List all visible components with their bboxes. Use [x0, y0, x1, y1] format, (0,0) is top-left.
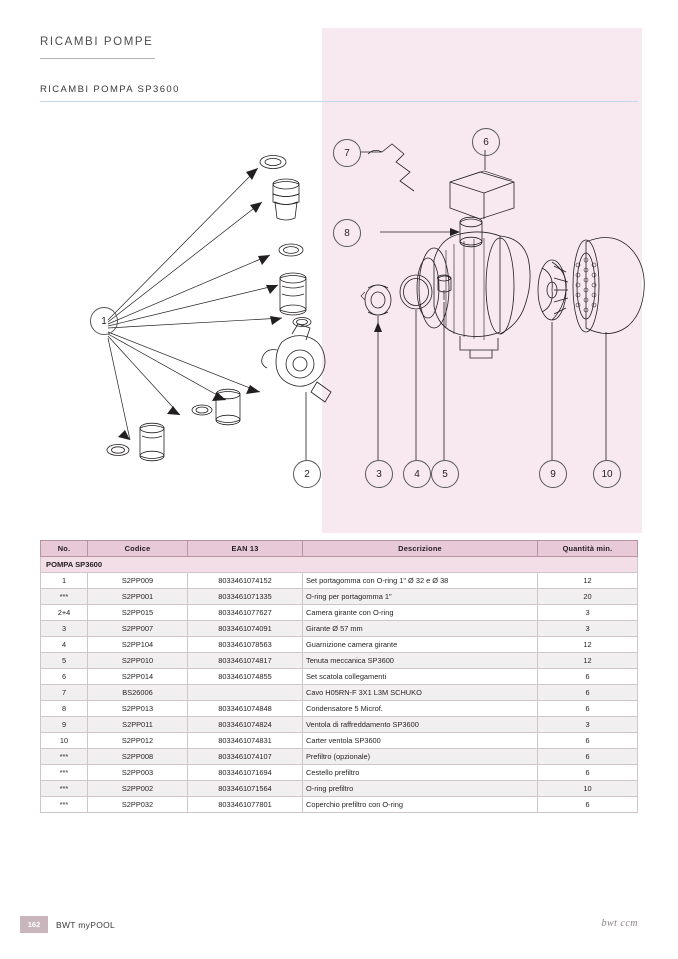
table-row — [41, 701, 638, 717]
footer-brand: BWT myPOOL — [56, 920, 116, 930]
cell-no: 1 — [41, 573, 88, 589]
table-row — [41, 765, 638, 781]
cell-qty: 6 — [538, 685, 638, 701]
cell-ean: 8033461074817 — [188, 653, 303, 669]
parts-table-container — [40, 540, 638, 813]
cell-descrizione: Guarnizione camera girante — [303, 637, 538, 653]
table-row — [41, 797, 638, 813]
cell-qty: 6 — [538, 797, 638, 813]
cell-ean: 8033461071335 — [188, 589, 303, 605]
cell-no: *** — [41, 589, 88, 605]
cell-qty: 6 — [538, 733, 638, 749]
cell-codice: S2PP104 — [88, 637, 188, 653]
cell-qty: 3 — [538, 605, 638, 621]
cell-qty: 3 — [538, 717, 638, 733]
cell-codice: S2PP009 — [88, 573, 188, 589]
cell-ean: 8033461074107 — [188, 749, 303, 765]
header-divider — [40, 58, 155, 59]
table-row — [41, 653, 638, 669]
cell-qty: 12 — [538, 573, 638, 589]
table-group-row — [41, 557, 638, 573]
table-row — [41, 733, 638, 749]
cell-descrizione: Condensatore 5 Microf. — [303, 701, 538, 717]
cell-codice: S2PP014 — [88, 669, 188, 685]
cell-descrizione: Cavo H05RN-F 3X1 L3M SCHUKO — [303, 685, 538, 701]
cell-descrizione: Girante Ø 57 mm — [303, 621, 538, 637]
cell-qty: 10 — [538, 781, 638, 797]
cell-codice: BS26006 — [88, 685, 188, 701]
cell-descrizione: O-ring per portagomma 1" — [303, 589, 538, 605]
cell-codice: S2PP003 — [88, 765, 188, 781]
cell-qty: 6 — [538, 669, 638, 685]
exploded-parts-diagram — [30, 110, 650, 530]
cell-no: *** — [41, 797, 88, 813]
cell-descrizione: Coperchio prefiltro con O-ring — [303, 797, 538, 813]
parts-table — [40, 540, 638, 813]
cell-qty: 12 — [538, 637, 638, 653]
cell-no: 3 — [41, 621, 88, 637]
callout-5: 5 — [431, 460, 459, 488]
cell-no: *** — [41, 781, 88, 797]
callout-3: 3 — [365, 460, 393, 488]
section-title: RICAMBI POMPA SP3600 — [40, 84, 180, 95]
table-row — [41, 685, 638, 701]
section-divider — [40, 101, 638, 102]
cell-qty: 6 — [538, 701, 638, 717]
cell-qty: 6 — [538, 749, 638, 765]
cell-descrizione: Set scatola collegamenti — [303, 669, 538, 685]
cell-codice: S2PP011 — [88, 717, 188, 733]
table-row — [41, 605, 638, 621]
cell-descrizione: Cestello prefiltro — [303, 765, 538, 781]
cell-descrizione: O-ring prefiltro — [303, 781, 538, 797]
callout-1: 1 — [90, 307, 118, 335]
cell-descrizione: Ventola di raffreddamento SP3600 — [303, 717, 538, 733]
header-codice: Codice — [88, 541, 188, 557]
cell-descrizione: Tenuta meccanica SP3600 — [303, 653, 538, 669]
cell-qty: 3 — [538, 621, 638, 637]
cell-qty: 6 — [538, 765, 638, 781]
cell-no: 10 — [41, 733, 88, 749]
callout-2: 2 — [293, 460, 321, 488]
cell-ean: 8033461074091 — [188, 621, 303, 637]
table-row — [41, 749, 638, 765]
cell-codice: S2PP032 — [88, 797, 188, 813]
table-row — [41, 637, 638, 653]
header-no: No. — [41, 541, 88, 557]
callout-10: 10 — [593, 460, 621, 488]
cell-ean: 8033461078563 — [188, 637, 303, 653]
cell-ean: 8033461071564 — [188, 781, 303, 797]
callout-7: 7 — [333, 139, 361, 167]
cell-no: 8 — [41, 701, 88, 717]
table-row — [41, 589, 638, 605]
cell-no: 2+4 — [41, 605, 88, 621]
footer-page-number: 162 — [27, 920, 41, 929]
cell-codice: S2PP007 — [88, 621, 188, 637]
cell-descrizione: Carter ventola SP3600 — [303, 733, 538, 749]
callout-9: 9 — [539, 460, 567, 488]
table-row — [41, 669, 638, 685]
cell-ean: 8033461074152 — [188, 573, 303, 589]
cell-ean — [188, 685, 303, 701]
cell-codice: S2PP002 — [88, 781, 188, 797]
table-header-row — [41, 541, 638, 557]
cell-codice: S2PP013 — [88, 701, 188, 717]
footer-logo: bwt ccm — [601, 918, 638, 929]
cell-no: 4 — [41, 637, 88, 653]
table-row — [41, 717, 638, 733]
cell-no: 5 — [41, 653, 88, 669]
header-ean: EAN 13 — [188, 541, 303, 557]
cell-qty: 12 — [538, 653, 638, 669]
cell-no: 9 — [41, 717, 88, 733]
cell-descrizione: Camera girante con O-ring — [303, 605, 538, 621]
table-row — [41, 621, 638, 637]
cell-ean: 8033461077801 — [188, 797, 303, 813]
cell-no: 7 — [41, 685, 88, 701]
cell-ean: 8033461074824 — [188, 717, 303, 733]
cell-no: *** — [41, 765, 88, 781]
group-label: POMPA SP3600 — [41, 557, 638, 573]
cell-codice: S2PP012 — [88, 733, 188, 749]
cell-ean: 8033461077627 — [188, 605, 303, 621]
cell-descrizione: Set portagomma con O-ring 1" Ø 32 e Ø 38 — [303, 573, 538, 589]
cell-ean: 8033461074848 — [188, 701, 303, 717]
cell-no: *** — [41, 749, 88, 765]
cell-ean: 8033461071694 — [188, 765, 303, 781]
cell-codice: S2PP008 — [88, 749, 188, 765]
header-descrizione: Descrizione — [303, 541, 538, 557]
table-row — [41, 573, 638, 589]
cell-codice: S2PP015 — [88, 605, 188, 621]
callout-8: 8 — [333, 219, 361, 247]
page-header-title: RICAMBI POMPE — [40, 36, 154, 48]
cell-ean: 8033461074855 — [188, 669, 303, 685]
callout-4: 4 — [403, 460, 431, 488]
cell-no: 6 — [41, 669, 88, 685]
header-quantita: Quantità min. — [538, 541, 638, 557]
cell-codice: S2PP001 — [88, 589, 188, 605]
callout-6: 6 — [472, 128, 500, 156]
cell-qty: 20 — [538, 589, 638, 605]
table-row — [41, 781, 638, 797]
cell-descrizione: Prefiltro (opzionale) — [303, 749, 538, 765]
cell-ean: 8033461074831 — [188, 733, 303, 749]
cell-codice: S2PP010 — [88, 653, 188, 669]
